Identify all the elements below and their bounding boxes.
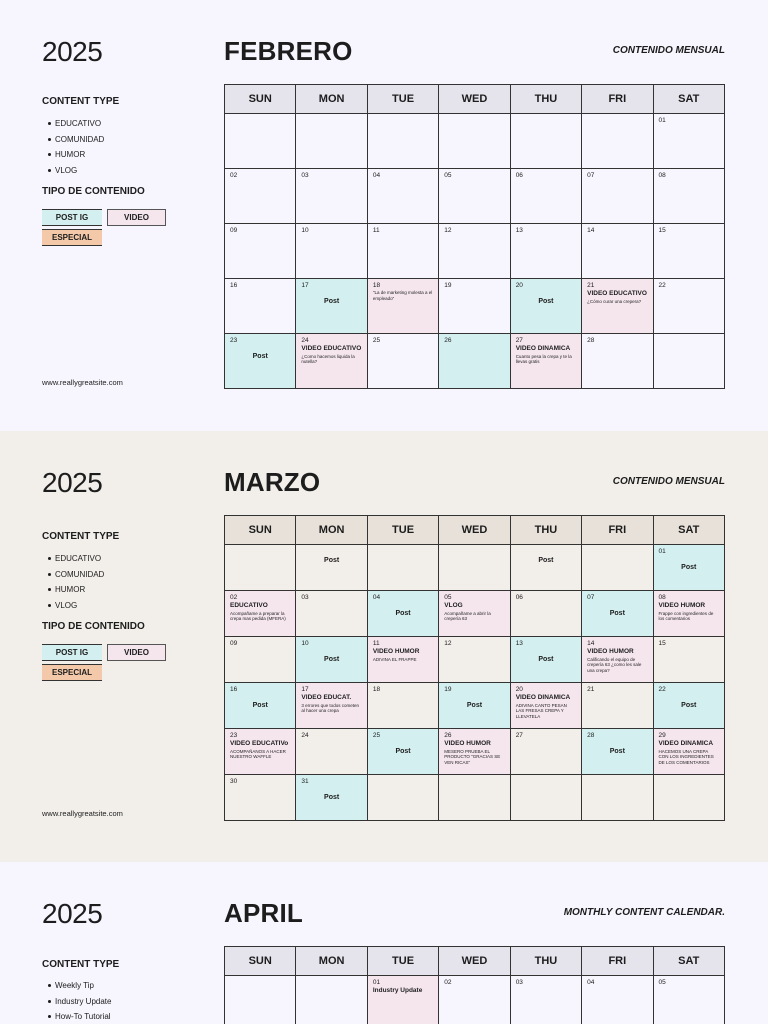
day-number: 04 [372,172,381,179]
subtitle: CONTENIDO MENSUAL [612,45,725,56]
day-number: 28 [587,732,595,739]
day-number: 10 [301,640,309,647]
calendar-day-cell [367,169,438,224]
day-number: 14 [587,227,595,234]
day-number: 19 [444,686,452,693]
post-label: Post [538,656,554,663]
calendar-day-cell [296,279,367,334]
content-type-item: EDUCATIVO [48,551,104,567]
calendar-day-cell [296,729,367,775]
day-number: 21 [587,686,595,693]
calendar-day-cell [296,976,367,1024]
tipo-heading: TIPO DE CONTENIDO [42,621,145,632]
post-label: Post [538,557,554,564]
calendar-day-cell [296,775,367,821]
video-description: ACOMPAÑANOS A HACER NUESTRO WAFFLE [230,748,286,759]
calendar-day-cell [225,775,296,821]
day-number: 02 [230,172,238,179]
content-type-item: VLOG [48,163,104,179]
content-type-list [48,551,104,613]
website: www.reallygreatsite.com [42,378,123,387]
day-number: 17 [301,282,309,289]
video-title: VIDEO DINAMICA [515,345,571,352]
calendar-day-cell [653,114,724,169]
video-description: ¿Como hacemos liquida la nutella? [301,353,355,364]
post-label: Post [324,298,340,305]
day-number: 05 [444,172,452,179]
day-number: 11 [372,640,380,647]
day-header-sun: SUN [225,85,296,114]
calendar-day-cell [225,637,296,683]
calendar-day-cell [510,976,581,1024]
legend-post-ig: POST IG [42,644,102,661]
video-title: VIDEO EDUCATIVO [587,290,647,297]
day-number: 03 [515,979,523,986]
video-description: 3 errores que todos cometen al hacer una crepa [301,702,359,713]
day-number: 15 [658,227,666,234]
content-type-list [48,978,111,1024]
video-description: MESERO PRUEBA EL PRODUCTO "GRACIAS SE VEN RICAS" [444,748,501,765]
day-number: 04 [372,594,381,601]
day-header-sun: SUN [225,516,296,545]
calendar-day-cell [225,224,296,279]
day-number: 09 [230,227,238,234]
march-calendar [224,515,725,821]
content-type-item: Industry Update [48,994,111,1010]
calendar-day-cell [439,683,510,729]
calendar-day-cell [367,775,438,821]
calendar-day-cell [653,224,724,279]
calendar-day-cell [367,637,438,683]
march-page [0,431,768,862]
day-number: 03 [301,594,309,601]
calendar-day-cell [367,279,438,334]
calendar-week [225,279,725,334]
day-number: 06 [515,172,523,179]
day-number: 01 [658,117,666,124]
calendar-day-cell [653,976,724,1024]
day-number: 13 [515,640,523,647]
day-number: 11 [372,227,380,234]
day-header-thu: THU [510,947,581,976]
calendar-day-cell [510,169,581,224]
calendar-day-cell [510,591,581,637]
calendar-day-cell [367,591,438,637]
year: 2025 [42,898,103,929]
calendar-day-cell [439,114,510,169]
calendar-day-cell [582,637,653,683]
calendar-day-cell [367,729,438,775]
video-title: VLOG [444,602,463,609]
day-number: 20 [515,282,523,289]
day-header-wed: WED [439,85,510,114]
subtitle: CONTENIDO MENSUAL [612,476,725,487]
video-description: Calificando el equipo de crepería 63 ¿como les sale una crepa? [587,656,642,673]
day-number: 02 [230,594,238,601]
calendar-day-cell [582,775,653,821]
content-type-heading: CONTENT TYPE [42,531,120,542]
calendar-day-cell [296,224,367,279]
day-header-wed: WED [439,516,510,545]
video-title: EDUCATIVO [230,602,268,609]
day-number: 17 [301,686,309,693]
calendar-day-cell [510,637,581,683]
day-number: 24 [301,732,309,739]
day-number: 24 [301,337,309,344]
calendar-day-cell [367,976,438,1024]
day-number: 05 [444,594,452,601]
calendar-week [225,591,725,637]
calendar-day-cell [225,279,296,334]
day-number: 01 [658,548,666,555]
april-calendar [224,946,725,1024]
day-number: 10 [301,227,309,234]
calendar-day-cell [439,334,510,389]
calendar-day-cell [582,683,653,729]
day-number: 03 [301,172,309,179]
calendar-day-cell [225,545,296,591]
day-number: 25 [372,337,381,344]
calendar-day-cell [510,224,581,279]
day-number: 23 [230,337,238,344]
calendar-day-cell [653,545,724,591]
content-type-item: HUMOR [48,582,104,598]
website: www.reallygreatsite.com [42,809,123,818]
video-title: Industry Update [372,987,423,994]
day-number: 21 [587,282,595,289]
day-number: 16 [230,686,238,693]
legend-especial: ESPECIAL [42,229,102,246]
calendar-day-cell [296,169,367,224]
content-type-item: COMUNIDAD [48,132,104,148]
legend-especial: ESPECIAL [42,664,102,681]
post-label: Post [609,748,625,755]
calendar-week [225,224,725,279]
video-description: Acompañame a preparar la crepa mas pedida (MFERA) [230,610,286,621]
calendar-day-cell [582,729,653,775]
video-title: VIDEO HUMOR [444,740,491,747]
calendar-week [225,169,725,224]
calendar-week [225,545,725,591]
day-header-tue: TUE [367,85,438,114]
video-description: ADIVINA CANTO PESAN LAS FRESAS CREPA Y LLEVATELA [515,702,567,719]
post-label: Post [395,748,411,755]
post-label: Post [681,702,697,709]
calendar-day-cell [439,545,510,591]
post-label: Post [252,353,268,360]
day-header-mon: MON [296,947,367,976]
calendar-day-cell [582,591,653,637]
calendar-day-cell [367,224,438,279]
post-label: Post [681,564,697,571]
post-label: Post [538,298,554,305]
day-number: 31 [301,778,309,785]
day-number: 12 [444,227,452,234]
content-type-heading: CONTENT TYPE [42,959,120,970]
video-description: "La de marketing molesta a el empleado" [372,290,433,301]
year: 2025 [42,467,103,498]
day-number: 20 [515,686,523,693]
calendar-day-cell [367,334,438,389]
calendar-week [225,637,725,683]
day-header-fri: FRI [582,516,653,545]
day-header-mon: MON [296,516,367,545]
calendar-day-cell [582,334,653,389]
day-number: 28 [587,337,595,344]
day-number: 06 [515,594,523,601]
calendar-day-cell [439,775,510,821]
calendar-day-cell [439,637,510,683]
calendar-day-cell [439,279,510,334]
day-header-tue: TUE [367,516,438,545]
calendar-day-cell [653,591,724,637]
calendar-day-cell [653,637,724,683]
calendar-day-cell [439,591,510,637]
day-number: 05 [658,979,666,986]
content-type-item: COMUNIDAD [48,567,104,583]
calendar-day-cell [225,683,296,729]
day-number: 22 [658,282,666,289]
calendar-day-cell [653,169,724,224]
day-number: 18 [372,282,381,289]
content-type-item: EDUCATIVO [48,116,104,132]
content-type-item: Weekly Tip [48,978,111,994]
calendar-day-cell [510,545,581,591]
calendar-day-cell [582,224,653,279]
day-header-fri: FRI [582,85,653,114]
video-title: VIDEO EDUCATIVO [301,345,362,352]
video-description: Cuanto pesa la crepa y te la llevas gratis [515,353,572,364]
calendar-day-cell [439,729,510,775]
calendar-day-cell [296,114,367,169]
calendar-week [225,775,725,821]
legend-video: VIDEO [107,644,166,661]
content-type-item: VLOG [48,598,104,614]
video-description: Frappe con ingredientes de los comentarios [658,610,714,621]
day-header-sat: SAT [653,947,724,976]
calendar-day-cell [439,224,510,279]
day-header-fri: FRI [582,947,653,976]
year: 2025 [42,36,103,67]
calendar-day-cell [296,334,367,389]
legend-post-ig: POST IG [42,209,102,226]
day-number: 08 [658,594,666,601]
content-type-list [48,116,104,178]
calendar-day-cell [225,114,296,169]
calendar-day-cell [653,775,724,821]
calendar-week [225,976,725,1024]
day-number: 01 [372,979,381,986]
day-number: 13 [515,227,523,234]
calendar-day-cell [582,114,653,169]
day-header-sat: SAT [653,516,724,545]
calendar-day-cell [510,334,581,389]
video-title: VIDEO EDUCATIVo [230,740,289,747]
calendar-week [225,729,725,775]
february-calendar [224,84,725,389]
calendar-day-cell [225,334,296,389]
day-number: 02 [444,979,452,986]
calendar-day-cell [582,279,653,334]
calendar-day-cell [367,114,438,169]
calendar-day-cell [439,169,510,224]
video-title: VIDEO HUMOR [587,648,634,655]
day-number: 30 [230,778,238,785]
day-number: 29 [658,732,666,739]
calendar-day-cell [510,114,581,169]
video-description: Acompañame a abrir la crepería 63 [444,610,491,621]
video-title: VIDEO HUMOR [372,648,420,655]
day-number: 07 [587,594,595,601]
calendar-day-cell [582,169,653,224]
day-number: 23 [230,732,238,739]
calendar-day-cell [225,976,296,1024]
day-number: 22 [658,686,666,693]
post-label: Post [252,702,268,709]
calendar-day-cell [510,279,581,334]
content-type-item: How-To Tutorial [48,1009,111,1024]
calendar-day-cell [510,775,581,821]
calendar-week [225,114,725,169]
video-title: VIDEO DINAMICA [658,740,714,747]
calendar-day-cell [510,683,581,729]
post-label: Post [324,794,340,801]
video-title: VIDEO EDUCAT. [301,694,352,701]
day-number: 26 [444,337,452,344]
post-label: Post [324,557,340,564]
calendar-day-cell [439,976,510,1024]
day-number: 19 [444,282,452,289]
month-title: MARZO [224,467,321,497]
content-type-item: HUMOR [48,147,104,163]
calendar-day-cell [653,683,724,729]
video-description: ADIVINA EL FRAPPE [372,656,417,662]
video-title: VIDEO HUMOR [658,602,706,609]
day-number: 04 [587,979,595,986]
calendar-day-cell [225,169,296,224]
day-number: 15 [658,640,666,647]
day-header-sat: SAT [653,85,724,114]
month-title: FEBRERO [224,36,353,66]
legend-video: VIDEO [107,209,166,226]
day-number: 18 [372,686,381,693]
calendar-week [225,683,725,729]
video-description: HACEMOS UNA CREPA CON LOS INGREDIENTES DE LOS COMENTARIOS [658,748,714,765]
day-header-thu: THU [510,516,581,545]
day-header-sun: SUN [225,947,296,976]
post-label: Post [466,702,483,709]
video-description: ¿Cómo curar una crepera? [587,298,642,304]
tipo-heading: TIPO DE CONTENIDO [42,186,145,197]
calendar-day-cell [296,683,367,729]
day-number: 07 [587,172,595,179]
day-header-wed: WED [439,947,510,976]
day-number: 14 [587,640,595,647]
calendar-day-cell [653,334,724,389]
day-header-mon: MON [296,85,367,114]
calendar-day-cell [225,729,296,775]
day-header-thu: THU [510,85,581,114]
calendar-day-cell [510,729,581,775]
calendar-day-cell [653,279,724,334]
day-number: 16 [230,282,238,289]
calendar-day-cell [296,545,367,591]
day-number: 25 [372,732,381,739]
day-number: 27 [515,337,523,344]
calendar-week [225,334,725,389]
calendar-day-cell [296,637,367,683]
post-label: Post [609,610,625,617]
day-number: 09 [230,640,238,647]
february-page [0,0,768,431]
april-page [0,862,768,1024]
day-number: 12 [444,640,452,647]
calendar-day-cell [296,591,367,637]
day-number: 26 [444,732,452,739]
post-label: Post [324,656,340,663]
month-title: APRIL [224,898,303,928]
calendar-day-cell [367,683,438,729]
calendar-day-cell [582,976,653,1024]
calendar-day-cell [367,545,438,591]
calendar-day-cell [582,545,653,591]
day-number: 27 [515,732,523,739]
calendar-day-cell [225,591,296,637]
day-number: 08 [658,172,666,179]
day-header-tue: TUE [367,947,438,976]
post-label: Post [395,610,411,617]
calendar-day-cell [653,729,724,775]
video-title: VIDEO DINAMICA [515,694,571,701]
subtitle: MONTHLY CONTENT CALENDAR. [563,907,725,918]
content-type-heading: CONTENT TYPE [42,96,120,107]
